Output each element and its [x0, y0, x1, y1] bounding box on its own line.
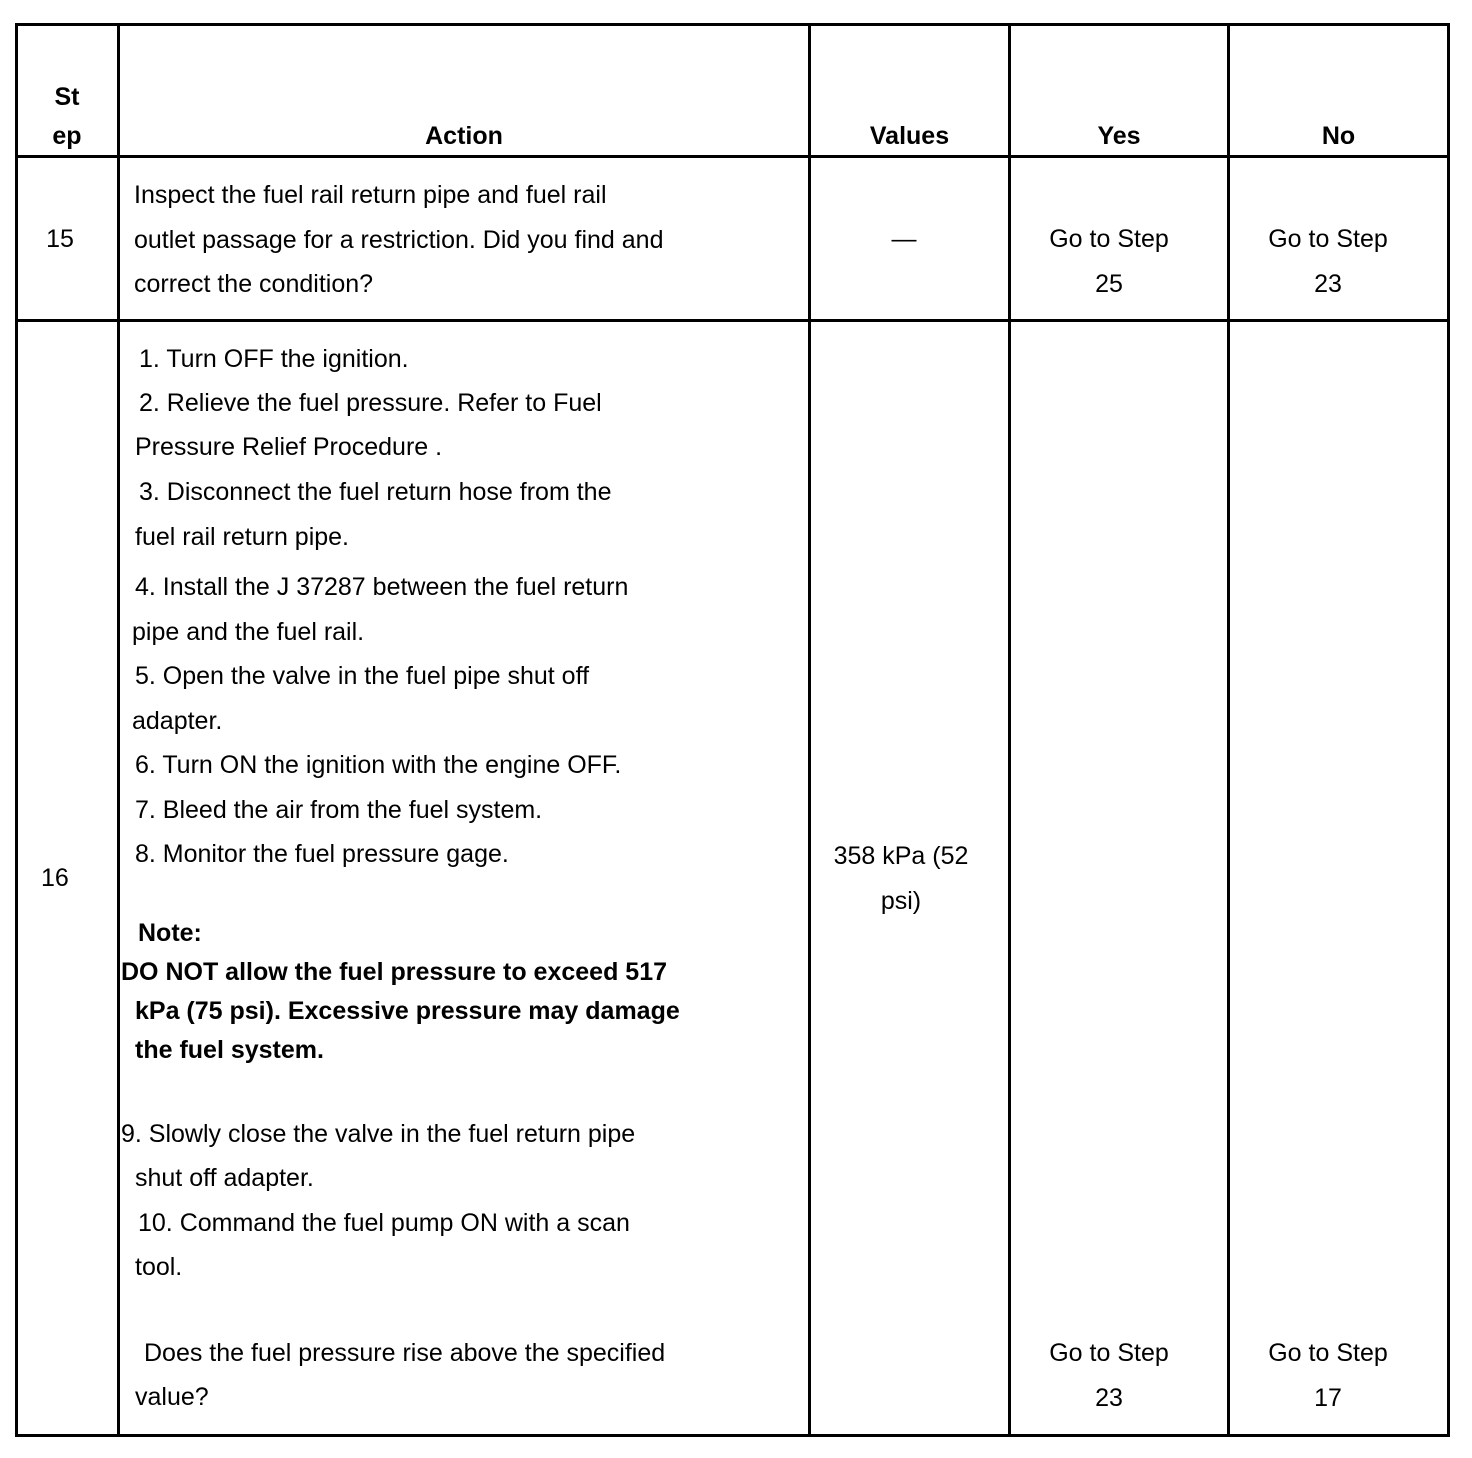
header-no: No	[1321, 122, 1356, 150]
no-label: Go to Step	[1268, 225, 1388, 253]
action-step-7: 7. Bleed the air from the fuel system.	[135, 796, 543, 824]
action-step-4-cont: pipe and the fuel rail.	[132, 618, 365, 646]
yes-cell	[1011, 1331, 1207, 1420]
yes-label: Go to Step	[1049, 225, 1169, 253]
table-border-right	[1447, 23, 1450, 1437]
value-line: psi)	[880, 886, 922, 915]
yes-cell	[1011, 217, 1207, 306]
step-number: 15	[46, 225, 74, 253]
row-divider	[15, 319, 1450, 322]
action-step-10: 10. Command the fuel pump ON with a scan	[138, 1209, 630, 1237]
table-border-top	[15, 23, 1450, 26]
table-border-bottom	[15, 1434, 1450, 1437]
step-number: 16	[41, 864, 69, 892]
note-label: Note:	[138, 919, 202, 947]
header-step-line1: St	[54, 83, 80, 111]
action-line: outlet passage for a restriction. Did you find and	[134, 225, 664, 254]
note-line: kPa (75 psi). Excessive pressure may damage	[135, 997, 680, 1025]
action-step-2-cont: Pressure Relief Procedure .	[135, 433, 443, 461]
action-step-3: 3. Disconnect the fuel return hose from the	[139, 478, 612, 506]
header-step-line2: ep	[52, 122, 82, 150]
yes-step: 23	[1095, 1383, 1123, 1412]
action-step-5: 5. Open the valve in the fuel pipe shut off	[135, 662, 590, 690]
action-step-5-cont: adapter.	[132, 707, 223, 735]
header-values: Values	[869, 122, 950, 150]
action-line: correct the condition?	[134, 270, 374, 298]
action-step-3-cont: fuel rail return pipe.	[135, 523, 350, 551]
no-label: Go to Step	[1268, 1339, 1388, 1367]
no-cell	[1230, 1331, 1426, 1420]
note-line: the fuel system.	[135, 1036, 324, 1064]
yes-step: 25	[1095, 269, 1123, 298]
action-step-9-cont: shut off adapter.	[135, 1164, 314, 1192]
value-cell: —	[891, 225, 917, 253]
no-step: 17	[1314, 1383, 1342, 1412]
question-line: Does the fuel pressure rise above the specified	[144, 1339, 666, 1367]
action-step-8: 8. Monitor the fuel pressure gage.	[135, 840, 509, 868]
no-cell	[1230, 217, 1426, 306]
no-step: 23	[1314, 269, 1342, 298]
column-divider-step	[117, 23, 120, 1437]
value-line: 358 kPa (52	[833, 842, 969, 870]
yes-label: Go to Step	[1049, 1339, 1169, 1367]
action-step-9: 9. Slowly close the valve in the fuel return pipe	[121, 1120, 636, 1148]
action-step-6: 6. Turn ON the ignition with the engine OFF.	[135, 751, 622, 779]
action-step-2: 2. Relieve the fuel pressure. Refer to Fuel	[139, 389, 602, 417]
action-text	[134, 173, 663, 307]
action-step-4: 4. Install the J 37287 between the fuel return	[135, 573, 629, 601]
action-step-1: 1. Turn OFF the ignition.	[139, 345, 409, 373]
action-line: Inspect the fuel rail return pipe and fuel rail	[134, 181, 607, 209]
header-action: Action	[425, 122, 503, 150]
question-line: value?	[135, 1383, 209, 1411]
action-step-10-cont: tool.	[135, 1253, 183, 1281]
value-cell	[811, 834, 991, 923]
header-yes: Yes	[1097, 122, 1141, 150]
note-line: DO NOT allow the fuel pressure to exceed 517	[121, 958, 668, 986]
header-step	[18, 78, 116, 156]
